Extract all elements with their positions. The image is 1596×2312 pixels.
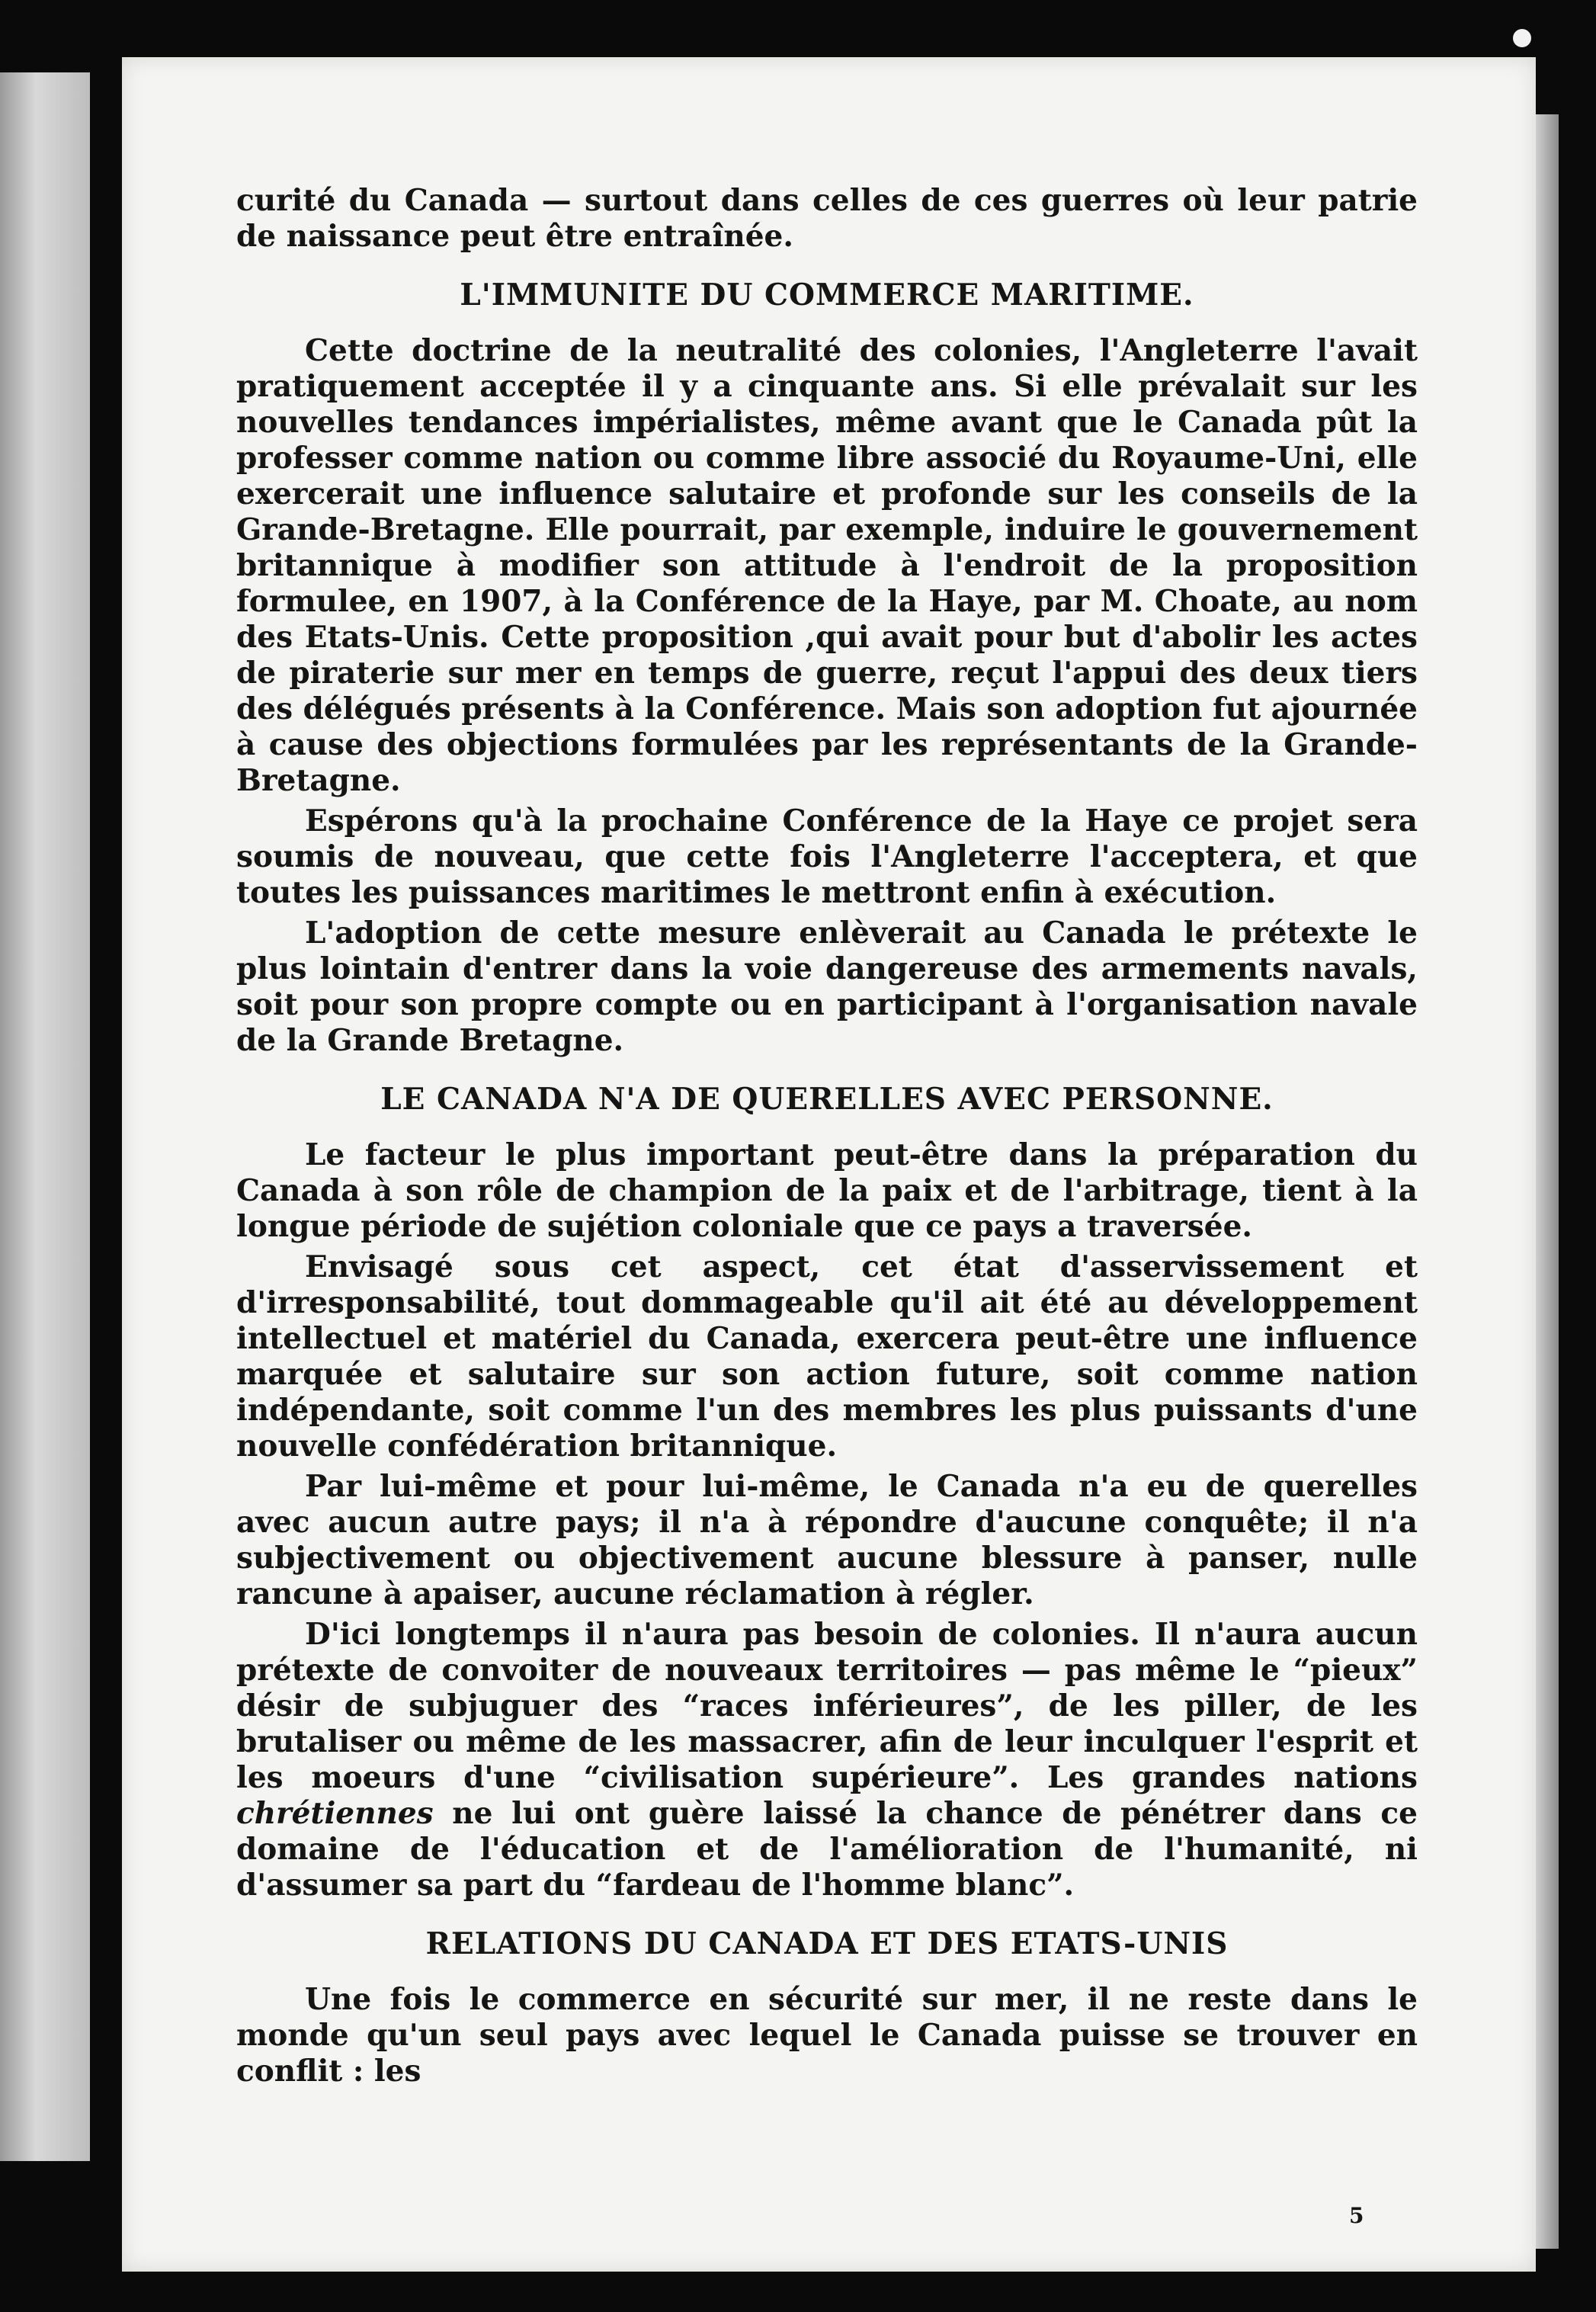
page-body (236, 183, 1418, 2094)
page-number: 5 (1349, 2203, 1364, 2228)
paragraph: Par lui-même et pour lui-même, le Canada n'a eu de querelles avec aucun autre pays; il n'a à répondre d'aucune conquête; il n'a subjectivement ou objectivement aucune blessure à panser, nulle rancune à apaiser, aucune réclamation à régler. (236, 1469, 1418, 1611)
text-segment: D'ici longtemps il n'aura pas besoin de colonies. Il n'aura aucun prétexte de convoiter de nouveaux territoires — pas même le “pieux” désir de subjuguer des “races inférieures”, de les piller, de les brutaliser ou même de les massacrer, afin de leur inculquer l'esprit et les moeurs d'une “civilisation supérieure”. Les grandes nations (236, 1617, 1418, 1795)
corner-mark (1513, 29, 1531, 47)
text-segment: ne lui ont guère laissé la chance de pénétrer dans ce domaine de l'éducation et de l'amélioration de l'humanité, ni d'assumer sa part du “fardeau de l'homme blanc”. (236, 1796, 1418, 1903)
paragraph: Espérons qu'à la prochaine Conférence de la Haye ce projet sera soumis de nouveau, que cette fois l'Angleterre l'acceptera, et que toutes les puissances maritimes le mettront enfin à exécution. (236, 803, 1418, 910)
section-heading-commerce: L'IMMUNITE DU COMMERCE MARITIME. (460, 277, 1194, 313)
intro-paragraph: curité du Canada — surtout dans celles de ces guerres où leur patrie de naissance peut être entraînée. (236, 183, 1418, 254)
page-sheet (122, 57, 1536, 2272)
paragraph: L'adoption de cette mesure enlèverait au Canada le prétexte le plus lointain d'entrer dans la voie dangereuse des armements navals, soit pour son propre compte ou en participant à l'organisation navale de la Grande Bretagne. (236, 916, 1418, 1058)
section-heading-querelles: LE CANADA N'A DE QUERELLES AVEC PERSONNE. (380, 1082, 1274, 1117)
paragraph: Envisagé sous cet aspect, cet état d'asservissement et d'irresponsabilité, tout dommageable qu'il ait été au développement intellectuel et matériel du Canada, exercera peut-être une influence marquée et salutaire sur son action future, soit comme nation indépendante, soit comme l'un des membres les plus puissants d'une nouvelle confédération britannique. (236, 1249, 1418, 1464)
section-heading-relations: RELATIONS DU CANADA ET DES ETATS-UNIS (425, 1926, 1229, 1961)
right-page-edge (1536, 114, 1559, 2249)
left-page-edge (0, 72, 90, 2161)
paragraph-with-italic (236, 1617, 1418, 1903)
paragraph: Le facteur le plus important peut-être dans la préparation du Canada à son rôle de champion de la paix et de l'arbitrage, tient à la longue période de sujétion coloniale que ce pays a traversée. (236, 1137, 1418, 1244)
italic-word: chrétiennes (236, 1796, 434, 1831)
paragraph: Cette doctrine de la neutralité des colonies, l'Angleterre l'avait pratiquement acceptée il y a cinquante ans. Si elle prévalait sur les nouvelles tendances impérialistes, même avant que le Canada pût la professer comme nation ou comme libre associé du Royaume-Uni, elle exercerait une influence salutaire et profonde sur les conseils de la Grande-Bretagne. Elle pourrait, par exemple, induire le gouvernement britannique à modifier son attitude à l'endroit de la proposition formulee, en 1907, à la Conférence de la Haye, par M. Choate, au nom des Etats-Unis. Cette proposition ,qui avait pour but d'abolir les actes de piraterie sur mer en temps de guerre, reçut l'appui des deux tiers des délégués présents à la Conférence. Mais son adoption fut ajournée à cause des objections formulées par les représentants de la Grande-Bretagne. (236, 333, 1418, 798)
paragraph: Une fois le commerce en sécurité sur mer, il ne reste dans le monde qu'un seul pays avec lequel le Canada puisse se trouver en conflit : les (236, 1982, 1418, 2089)
